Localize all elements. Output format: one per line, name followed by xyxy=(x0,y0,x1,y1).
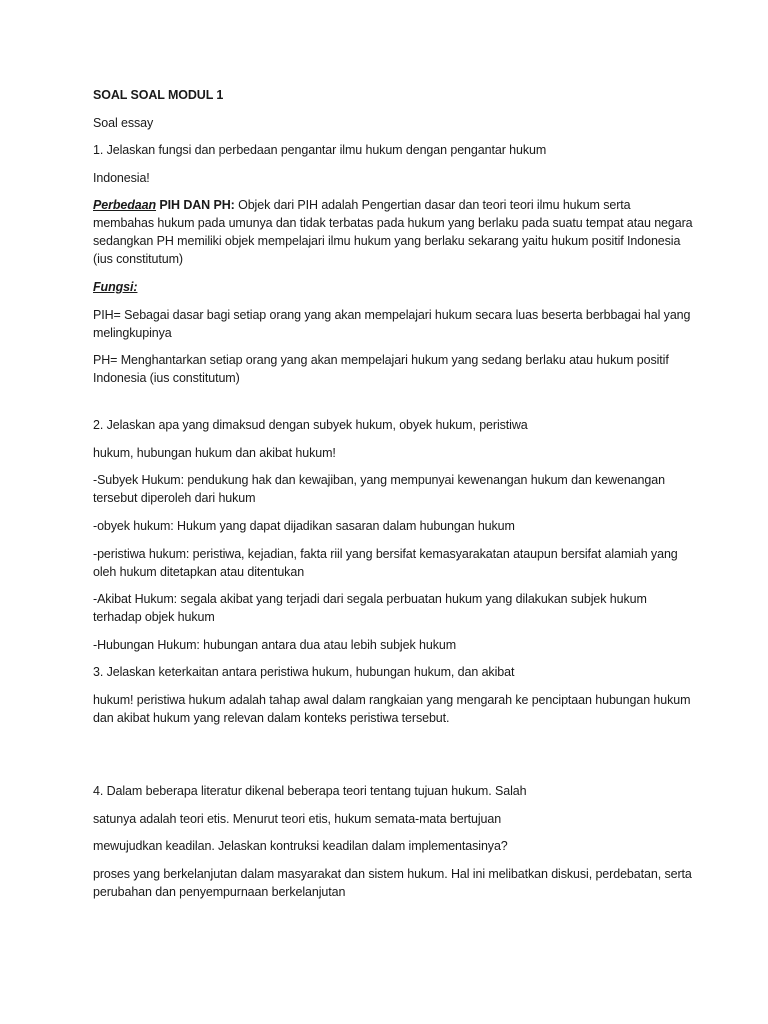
question-4-line-3: mewujudkan keadilan. Jelaskan kontruksi keadilan dalam implementasinya? xyxy=(93,839,508,854)
answer-2-peristiwa: -peristiwa hukum: peristiwa, kejadian, fakta riil yang bersifat kemasyarakatan ataupun bersifat alamiah yang oleh hukum ditetapkan atau ditentukan xyxy=(93,546,678,579)
answer-2-subyek: -Subyek Hukum: pendukung hak dan kewajiban, yang mempunyai kewenangan hukum dan kewenangan tersebut diperoleh dari hukum xyxy=(93,473,665,506)
answer-2-hubungan: -Hubungan Hukum: hubungan antara dua atau lebih subjek hukum xyxy=(93,637,457,652)
answer-2-akibat: -Akibat Hukum: segala akibat yang terjadi dari segala perbuatan hukum yang dilakukan subjek hukum terhadap objek hukum xyxy=(93,592,647,625)
answer-3: hukum! peristiwa hukum adalah tahap awal dalam rangkaian yang mengarah ke penciptaan hubungan hukum dan akibat hukum yang relevan dalam konteks peristiwa tersebut. xyxy=(93,692,691,725)
question-1-line-1: 1. Jelaskan fungsi dan perbedaan pengantar ilmu hukum dengan pengantar hukum xyxy=(93,143,547,158)
question-4-line-2: satunya adalah teori etis. Menurut teori etis, hukum semata-mata bertujuan xyxy=(93,811,502,826)
answer-1-perbedaan xyxy=(93,196,693,268)
question-2-line-2: hukum, hubungan hukum dan akibat hukum! xyxy=(93,445,336,460)
answer-4: proses yang berkelanjutan dalam masyarakat dan sistem hukum. Hal ini melibatkan diskusi, perdebatan, serta perubahan dan penyempurnaan berkelanjutan xyxy=(93,866,692,899)
fungsi-heading-paragraph xyxy=(93,278,693,296)
document-page xyxy=(93,86,693,910)
question-2-line-1: 2. Jelaskan apa yang dimaksud dengan subyek hukum, obyek hukum, peristiwa xyxy=(93,418,528,433)
question-4-line-1: 4. Dalam beberapa literatur dikenal beberapa teori tentang tujuan hukum. Salah xyxy=(93,783,527,798)
answer-1-pih: PIH= Sebagai dasar bagi setiap orang yang akan mempelajari hukum secara luas beserta berbbagai hal yang melingkupinya xyxy=(93,307,691,340)
perbedaan-heading: PIH DAN PH: xyxy=(156,198,235,213)
document-title: SOAL SOAL MODUL 1 xyxy=(93,88,224,102)
question-1-line-2: Indonesia! xyxy=(93,170,150,185)
fungsi-label: Fungsi: xyxy=(93,279,138,294)
perbedaan-text: Objek dari PIH adalah Pengertian dasar dan teori teori ilmu hukum serta membahas hukum pada umunya dan tidak terbatas pada hukum yang berlaku pada suatu tempat atau negara sedangkan PH memiliki objek mempelajari ilmu hukum yang berlaku sekarang yaitu hukum positif Indonesia (ius constitutum) xyxy=(93,198,693,267)
answer-1-ph: PH= Menghantarkan setiap orang yang akan mempelajari hukum yang sedang berlaku atau hukum positif Indonesia (ius constitutum) xyxy=(93,353,669,386)
perbedaan-label: Perbedaan xyxy=(93,198,157,213)
question-3-line-1: 3. Jelaskan keterkaitan antara peristiwa hukum, hubungan hukum, dan akibat xyxy=(93,665,515,680)
section-subtitle: Soal essay xyxy=(93,115,154,130)
answer-2-obyek: -obyek hukum: Hukum yang dapat dijadikan sasaran dalam hubungan hukum xyxy=(93,518,515,533)
